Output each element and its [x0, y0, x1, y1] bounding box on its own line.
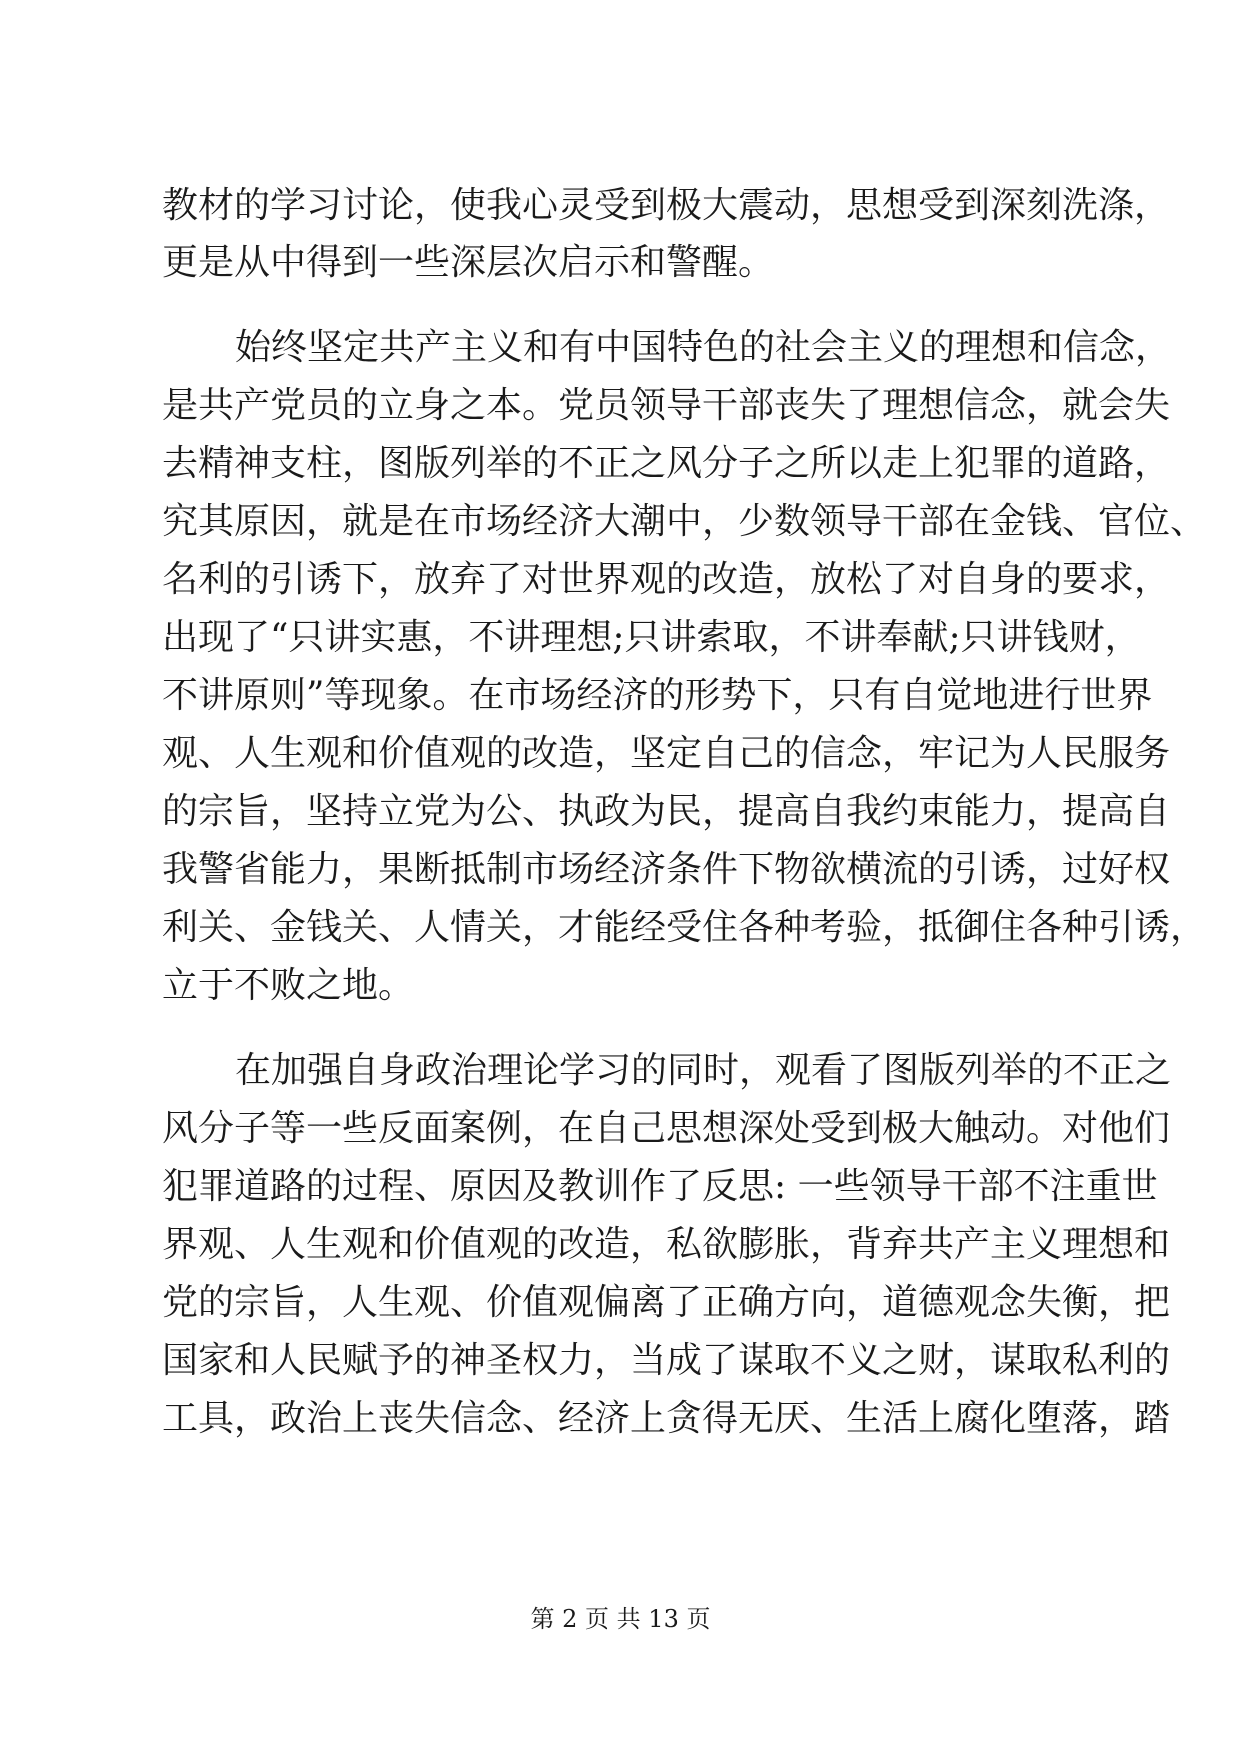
text-line: 究其原因，就是在市场经济大潮中，少数领导干部在金钱、官位、	[162, 501, 1207, 542]
text-line: 工具，政治上丧失信念、经济上贪得无厌、生活上腐化堕落，踏	[162, 1398, 1171, 1439]
text-line: 的宗旨，坚持立党为公、执政为民，提高自我约束能力，提高自	[162, 791, 1171, 832]
text-line: 观、人生观和价值观的改造，坚定自己的信念，牢记为人民服务	[162, 733, 1171, 774]
text-line: 名利的引诱下，放弃了对世界观的改造，放松了对自身的要求，	[162, 559, 1171, 600]
text-line: 界观、人生观和价值观的改造，私欲膨胀，背弃共产主义理想和	[162, 1224, 1171, 1265]
text-line: 立于不败之地。	[162, 965, 415, 1006]
text-line: 不讲原则”等现象。在市场经济的形势下，只有自觉地进行世界	[162, 675, 1153, 716]
text-line: 利关、金钱关、人情关，才能经受住各种考验，抵御住各种引诱，	[162, 907, 1207, 948]
text-line: 国家和人民赋予的神圣权力，当成了谋取不义之财，谋取私利的	[162, 1340, 1171, 1381]
text-line: 出现了“只讲实惠，不讲理想;只讲索取，不讲奉献;只讲钱财，	[162, 617, 1141, 658]
text-line: 犯罪道路的过程、原因及教训作了反思: 一些领导干部不注重世	[162, 1166, 1158, 1207]
text-line: 更是从中得到一些深层次启示和警醒。	[162, 242, 775, 283]
page-footer: 第 2 页 共 13 页	[530, 1605, 711, 1633]
text-line: 党的宗旨，人生观、价值观偏离了正确方向，道德观念失衡，把	[162, 1282, 1171, 1323]
text-line: 去精神支柱，图版列举的不正之风分子之所以走上犯罪的道路，	[162, 443, 1171, 484]
text-line: 教材的学习讨论，使我心灵受到极大震动，思想受到深刻洗涤，	[162, 185, 1171, 226]
paragraph-first-line: 在加强自身政治理论学习的同时，观看了图版列举的不正之	[235, 1050, 1172, 1091]
text-line: 是共产党员的立身之本。党员领导干部丧失了理想信念，就会失	[162, 385, 1171, 426]
text-line: 我警省能力，果断抵制市场经济条件下物欲横流的引诱，过好权	[162, 849, 1171, 890]
text-line: 风分子等一些反面案例，在自己思想深处受到极大触动。对他们	[162, 1108, 1171, 1149]
paragraph-first-line: 始终坚定共产主义和有中国特色的社会主义的理想和信念，	[235, 327, 1172, 368]
